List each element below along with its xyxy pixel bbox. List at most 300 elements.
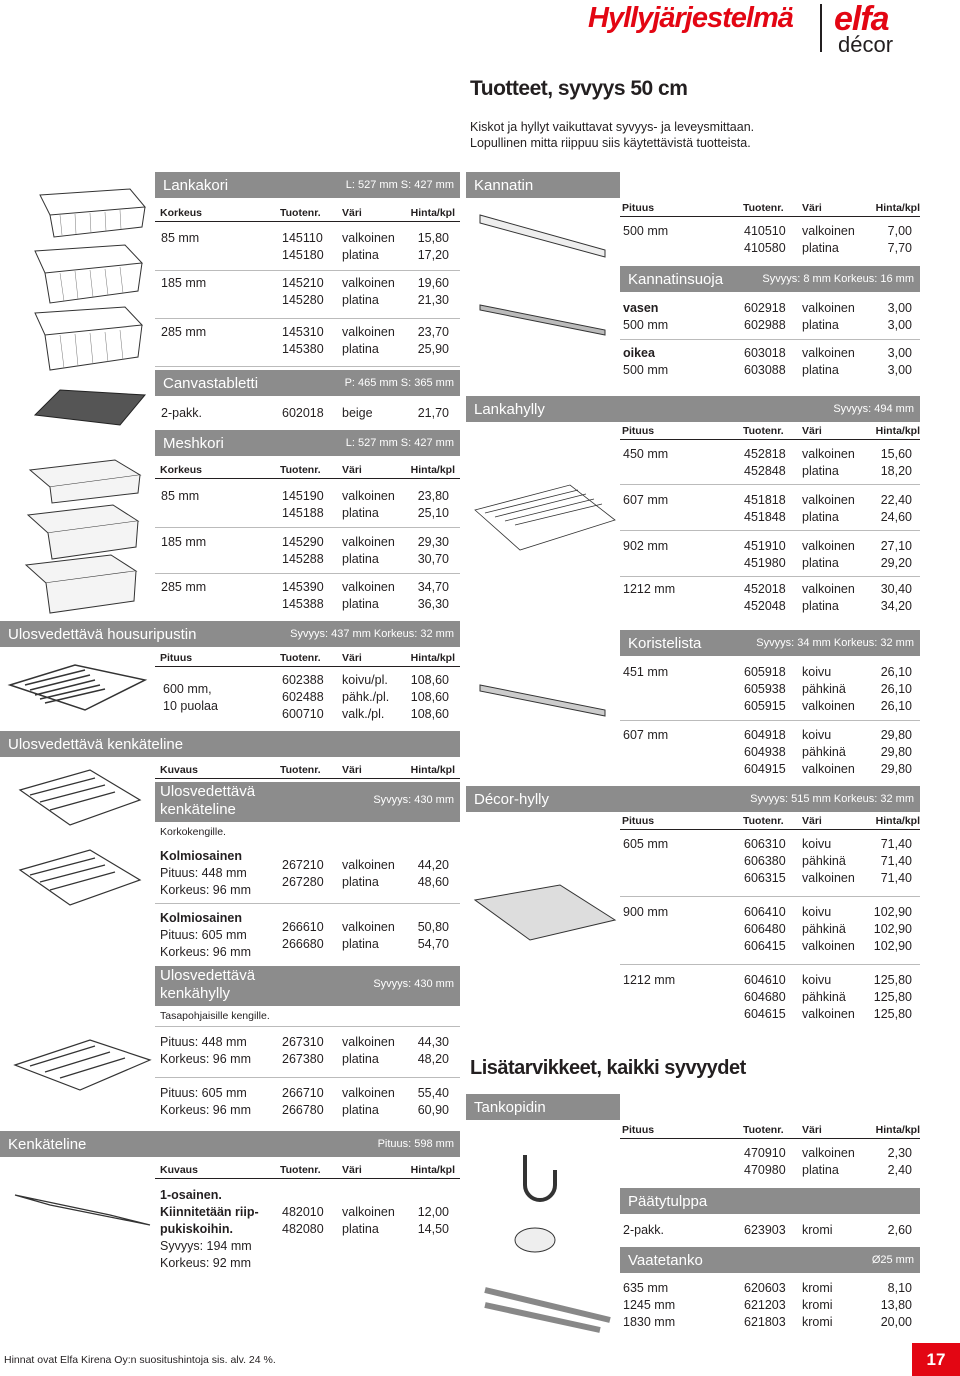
color: kromi xyxy=(802,1298,833,1312)
product-number: 603018 xyxy=(744,346,786,360)
price: 50,80 xyxy=(417,920,449,934)
color: platina xyxy=(342,506,379,520)
product-number: 604610 xyxy=(744,973,786,987)
price: 17,20 xyxy=(417,248,449,262)
color: kromi xyxy=(802,1281,833,1295)
color: valkoinen xyxy=(342,920,395,934)
price: 13,80 xyxy=(880,1298,912,1312)
housu-title: Ulosvedettävä housuripustin xyxy=(8,625,197,643)
product-number: 451848 xyxy=(744,510,786,524)
kenka-g4-length: Pituus: 605 mm xyxy=(160,1086,247,1100)
product-number: 267280 xyxy=(282,875,324,889)
col-tuotenr: Tuotenr. xyxy=(743,814,784,827)
meshkori-header xyxy=(155,430,460,456)
color: platina xyxy=(802,556,839,570)
price: 21,30 xyxy=(417,293,449,307)
trouser-rack-illustration xyxy=(5,655,155,720)
price: 48,20 xyxy=(417,1052,449,1066)
row-pituus: 1830 mm xyxy=(623,1315,676,1329)
koristelista-title: Koristelista xyxy=(628,634,702,652)
price: 20,00 xyxy=(880,1315,912,1329)
paatytulppa-title: Päätytulppa xyxy=(628,1192,708,1210)
product-number: 266680 xyxy=(282,937,324,951)
price: 29,20 xyxy=(880,556,912,570)
col-pituus: Pituus xyxy=(622,814,655,827)
color: platina xyxy=(802,363,839,377)
price: 36,30 xyxy=(417,597,449,611)
row-pituus: 1212 mm xyxy=(623,582,676,596)
row-pituus: 607 mm xyxy=(623,493,669,507)
lankakori-title: Lankakori xyxy=(163,176,229,194)
col-vari: Väri xyxy=(802,814,822,827)
row-pituus: 635 mm xyxy=(623,1281,669,1295)
kenka-g1-length: Pituus: 448 mm xyxy=(160,866,247,880)
shoe-shelf-illustration xyxy=(10,1030,160,1100)
kenka-g1-height: Korkeus: 96 mm xyxy=(160,883,252,897)
price: 3,00 xyxy=(887,346,912,360)
row-korkeus: 185 mm xyxy=(161,276,207,290)
product-number: 603088 xyxy=(744,363,786,377)
col-vari: Väri xyxy=(342,463,362,476)
col-pituus: Pituus xyxy=(622,1123,655,1136)
paatytulppa-pack: 2-pakk. xyxy=(623,1223,664,1237)
kenka-g2-type: Kolmiosainen xyxy=(160,911,242,925)
suoja-side: oikea xyxy=(623,346,655,360)
logo-top: elfa xyxy=(834,0,889,38)
color: koivu/pl. xyxy=(342,673,388,687)
kenkahylly-sub-header xyxy=(155,966,460,1006)
price: 125,80 xyxy=(873,973,912,987)
product-number: 621803 xyxy=(744,1315,786,1329)
col-hinta: Hinta/kpl xyxy=(875,1123,920,1136)
suoja-side: vasen xyxy=(623,301,659,315)
product-number: 145188 xyxy=(282,506,324,520)
product-number: 267210 xyxy=(282,858,324,872)
color: platina xyxy=(342,1222,379,1236)
footer-note: Hinnat ovat Elfa Kirena Oy:n suositushintoja sis. alv. 24 %. xyxy=(4,1354,276,1366)
lankakori-header xyxy=(155,172,460,198)
product-number: 452818 xyxy=(744,447,786,461)
color: valkoinen xyxy=(342,489,395,503)
product-number: 482080 xyxy=(282,1222,324,1236)
color: platina xyxy=(802,1163,839,1177)
color: platina xyxy=(342,937,379,951)
row-korkeus: 185 mm xyxy=(161,535,207,549)
paatytulppa-header xyxy=(620,1188,920,1214)
price: 26,10 xyxy=(880,682,912,696)
color: valkoinen xyxy=(342,1035,395,1049)
kenkateline-desc-3: pukiskoihin. xyxy=(160,1222,233,1236)
color: koivu xyxy=(802,837,832,851)
product-number: 145190 xyxy=(282,489,324,503)
kenkateline-header xyxy=(0,1131,460,1157)
accessories-title: Lisätarvikkeet, kaikki syvyydet xyxy=(470,1057,746,1079)
product-number: 600710 xyxy=(282,707,324,721)
row-korkeus: 285 mm xyxy=(161,325,207,339)
kenka-title: Ulosvedettävä kenkäteline xyxy=(8,735,184,753)
product-number: 606410 xyxy=(744,905,786,919)
price: 21,70 xyxy=(417,406,449,420)
end-cap-illustration xyxy=(505,1220,565,1260)
row-sep xyxy=(620,339,920,340)
price: 2,30 xyxy=(887,1146,912,1160)
kenkahylly-sub-1: Ulosvedettävä xyxy=(160,967,256,984)
product-number: 604615 xyxy=(744,1007,786,1021)
price: 15,60 xyxy=(880,447,912,461)
color: valkoinen xyxy=(802,224,855,238)
color: koivu xyxy=(802,728,832,742)
row-pituus: 607 mm xyxy=(623,728,669,742)
lankakori-dims: L: 527 mm S: 427 mm xyxy=(345,179,454,191)
price: 25,90 xyxy=(417,342,449,356)
price: 54,70 xyxy=(417,937,449,951)
rod-illustration xyxy=(480,1275,620,1335)
kenka-g3-height: Korkeus: 96 mm xyxy=(160,1052,252,1066)
product-number: 451980 xyxy=(744,556,786,570)
col-hinta: Hinta/kpl xyxy=(410,651,455,664)
housu-bars: 10 puolaa xyxy=(163,699,218,713)
price: 125,80 xyxy=(873,990,912,1004)
price: 29,80 xyxy=(880,728,912,742)
page-number xyxy=(912,1343,960,1376)
product-number: 145390 xyxy=(282,580,324,594)
color: valkoinen xyxy=(342,276,395,290)
price: 34,20 xyxy=(880,599,912,613)
product-number: 606310 xyxy=(744,837,786,851)
price: 3,00 xyxy=(887,301,912,315)
color: valkoinen xyxy=(802,582,855,596)
product-number: 620603 xyxy=(744,1281,786,1295)
product-number: 482010 xyxy=(282,1205,324,1219)
housu-length: 600 mm, xyxy=(163,682,212,696)
row-pituus: 451 mm xyxy=(623,665,669,679)
row-pituus: 1212 mm xyxy=(623,973,676,987)
row-korkeus: 285 mm xyxy=(161,580,207,594)
kenka-g2-length: Pituus: 605 mm xyxy=(160,928,247,942)
col-pituus: Pituus xyxy=(622,201,655,214)
price: 24,60 xyxy=(880,510,912,524)
page-title: Tuotteet, syvyys 50 cm xyxy=(470,77,688,100)
price: 23,70 xyxy=(417,325,449,339)
col-tuotenr: Tuotenr. xyxy=(280,206,321,219)
row-sep xyxy=(620,896,920,897)
product-number: 452048 xyxy=(744,599,786,613)
price: 30,70 xyxy=(417,552,449,566)
row-pituus: 500 mm xyxy=(623,224,669,238)
vaatetanko-dims: Ø25 mm xyxy=(871,1254,914,1266)
tankopidin-col-header xyxy=(620,1121,920,1139)
koristelista-header xyxy=(620,630,920,656)
row-sep xyxy=(620,576,920,577)
col-hinta: Hinta/kpl xyxy=(410,763,455,776)
decor-col-header xyxy=(620,812,920,830)
color: valkoinen xyxy=(802,1007,855,1021)
color: pähkinä xyxy=(802,745,846,759)
price: 125,80 xyxy=(873,1007,912,1021)
col-vari: Väri xyxy=(802,201,822,214)
price: 27,10 xyxy=(880,539,912,553)
color: platina xyxy=(342,293,379,307)
price: 48,60 xyxy=(417,875,449,889)
mesh-basket-illustration xyxy=(20,455,150,615)
col-hinta: Hinta/kpl xyxy=(875,424,920,437)
col-tuotenr: Tuotenr. xyxy=(280,651,321,664)
color: platina xyxy=(802,599,839,613)
color: valkoinen xyxy=(802,346,855,360)
price: 102,90 xyxy=(873,922,912,936)
price: 30,40 xyxy=(880,582,912,596)
product-number: 145180 xyxy=(282,248,324,262)
color: valkoinen xyxy=(802,699,855,713)
suoja-dims: Syvyys: 8 mm Korkeus: 16 mm xyxy=(762,273,914,285)
product-number: 145210 xyxy=(282,276,324,290)
product-number: 606380 xyxy=(744,854,786,868)
decor-title: Décor-hylly xyxy=(474,790,550,808)
kenkateline-title: Kenkäteline xyxy=(8,1135,87,1153)
product-number: 267310 xyxy=(282,1035,324,1049)
brand-divider xyxy=(820,4,822,52)
product-number: 266710 xyxy=(282,1086,324,1100)
logo-bottom: décor xyxy=(838,32,894,57)
color: koivu xyxy=(802,905,832,919)
price: 55,40 xyxy=(417,1086,449,1100)
price: 26,10 xyxy=(880,699,912,713)
kenkateline-desc-4: Syvyys: 194 mm xyxy=(160,1239,252,1253)
col-vari: Väri xyxy=(342,763,362,776)
row-pituus: 500 mm xyxy=(623,318,669,332)
col-hinta: Hinta/kpl xyxy=(410,1163,455,1176)
color: platina xyxy=(802,464,839,478)
vaatetanko-title: Vaatetanko xyxy=(628,1251,703,1269)
price: 2,60 xyxy=(887,1223,912,1237)
row-sep xyxy=(620,964,920,965)
kenka-sub-1: Ulosvedettävä xyxy=(160,783,256,800)
koristelista-dims: Syvyys: 34 mm Korkeus: 32 mm xyxy=(756,637,914,649)
row-sep xyxy=(155,903,460,904)
product-number: 602988 xyxy=(744,318,786,332)
color: valkoinen xyxy=(342,325,395,339)
product-number: 602918 xyxy=(744,301,786,315)
col-tuotenr: Tuotenr. xyxy=(280,1163,321,1176)
color: pähkinä xyxy=(802,682,846,696)
wire-shelf-illustration xyxy=(470,480,620,570)
lankahylly-col-header xyxy=(620,422,920,440)
product-number: 145280 xyxy=(282,293,324,307)
product-number: 602488 xyxy=(282,690,324,704)
price: 71,40 xyxy=(880,871,912,885)
row-pituus: 900 mm xyxy=(623,905,669,919)
kenka-sub-header xyxy=(155,782,460,822)
color: valkoinen xyxy=(342,1086,395,1100)
col-vari: Väri xyxy=(802,1123,822,1136)
col-vari: Väri xyxy=(342,1163,362,1176)
price: 108,60 xyxy=(410,673,449,687)
row-sep xyxy=(155,1077,460,1078)
product-number: 602018 xyxy=(282,406,324,420)
product-number: 605918 xyxy=(744,665,786,679)
color: platina xyxy=(342,552,379,566)
col-pituus: Pituus xyxy=(160,651,193,664)
kenka-g4-height: Korkeus: 96 mm xyxy=(160,1103,252,1117)
meshkori-title: Meshkori xyxy=(163,434,224,452)
color: kromi xyxy=(802,1223,833,1237)
product-number: 145110 xyxy=(282,231,323,245)
color: platina xyxy=(342,875,379,889)
product-number: 606480 xyxy=(744,922,786,936)
product-number: 451910 xyxy=(744,539,786,553)
page-number-text: 17 xyxy=(926,1349,946,1369)
kenka-col-header xyxy=(155,761,460,779)
color: valkoinen xyxy=(802,447,855,461)
product-number: 470980 xyxy=(744,1163,786,1177)
color: valkoinen xyxy=(802,1146,855,1160)
price: 7,00 xyxy=(887,224,912,238)
price: 29,80 xyxy=(880,745,912,759)
color: valkoinen xyxy=(802,539,855,553)
row-sep xyxy=(620,484,920,485)
color: valkoinen xyxy=(802,301,855,315)
canvas-dims: P: 465 mm S: 365 mm xyxy=(344,377,454,389)
decor-header xyxy=(466,786,920,812)
kenkateline-desc-5: Korkeus: 92 mm xyxy=(160,1256,252,1270)
brand-title: Hyllyjärjestelmä xyxy=(588,2,793,34)
suoja-title: Kannatinsuoja xyxy=(628,270,724,288)
col-kuvaus: Kuvaus xyxy=(160,1163,198,1176)
color: platina xyxy=(342,248,379,262)
color: pähkinä xyxy=(802,990,846,1004)
color: platina xyxy=(342,1052,379,1066)
product-number: 145388 xyxy=(282,597,324,611)
price: 44,20 xyxy=(417,858,449,872)
product-number: 410510 xyxy=(744,224,786,238)
product-number: 145380 xyxy=(282,342,324,356)
kenkahylly-note: Tasapohjaisille kengille. xyxy=(160,1010,270,1022)
color: valkoinen xyxy=(342,580,395,594)
kenka-note: Korkokengille. xyxy=(160,826,226,838)
canvas-header xyxy=(155,370,460,396)
product-number: 623903 xyxy=(744,1223,786,1237)
price: 18,20 xyxy=(880,464,912,478)
color: valkoinen xyxy=(342,535,395,549)
decor-rows xyxy=(620,836,920,1026)
price: 12,00 xyxy=(417,1205,449,1219)
col-hinta: Hinta/kpl xyxy=(410,206,455,219)
col-vari: Väri xyxy=(342,651,362,664)
lankahylly-rows xyxy=(620,446,920,616)
product-number: 451818 xyxy=(744,493,786,507)
canvas-tablet-illustration xyxy=(30,385,150,430)
row-sep xyxy=(155,1026,460,1027)
kannatin-header xyxy=(466,172,620,198)
product-number: 145310 xyxy=(282,325,324,339)
kenka-g2-height: Korkeus: 96 mm xyxy=(160,945,252,959)
canvas-pack: 2-pakk. xyxy=(161,406,202,420)
product-number: 606415 xyxy=(744,939,786,953)
color: valkoinen xyxy=(802,493,855,507)
price: 22,40 xyxy=(880,493,912,507)
housu-header xyxy=(0,621,460,647)
color: valkoinen xyxy=(802,939,855,953)
row-pituus: 605 mm xyxy=(623,837,669,851)
color: valkoinen xyxy=(802,871,855,885)
color: valk./pl. xyxy=(342,707,385,721)
price: 44,30 xyxy=(417,1035,449,1049)
color: pähkinä xyxy=(802,854,846,868)
kenkahylly-sub-dims: Syvyys: 430 mm xyxy=(373,978,454,990)
price: 19,60 xyxy=(417,276,449,290)
price: 25,10 xyxy=(417,506,449,520)
col-tuotenr: Tuotenr. xyxy=(743,424,784,437)
product-number: 604938 xyxy=(744,745,786,759)
color: platina xyxy=(342,1103,379,1117)
product-number: 266780 xyxy=(282,1103,324,1117)
price: 2,40 xyxy=(887,1163,912,1177)
kenkateline-desc-2: Kiinnitetään riip- xyxy=(160,1205,259,1219)
page-subtitle-2: Lopullinen mitta riippuu siis käytettävistä tuotteista. xyxy=(470,136,751,150)
row-sep xyxy=(620,530,920,531)
color: koivu xyxy=(802,973,832,987)
price: 29,80 xyxy=(880,762,912,776)
color: platina xyxy=(342,597,379,611)
color: pähkinä xyxy=(802,922,846,936)
color: pähk./pl. xyxy=(342,690,390,704)
col-tuotenr: Tuotenr. xyxy=(743,201,784,214)
col-kuvaus: Kuvaus xyxy=(160,763,198,776)
price: 34,70 xyxy=(417,580,449,594)
kenka-g3-length: Pituus: 448 mm xyxy=(160,1035,247,1049)
trim-strip-illustration xyxy=(475,680,615,720)
color: valkoinen xyxy=(342,858,395,872)
product-number: 604915 xyxy=(744,762,786,776)
shoe-rack-illustration xyxy=(10,760,150,920)
kenka-sub-dims: Syvyys: 430 mm xyxy=(373,794,454,806)
price: 102,90 xyxy=(873,939,912,953)
color: valkoinen xyxy=(802,762,855,776)
color: platina xyxy=(342,342,379,356)
bracket-illustration xyxy=(475,205,615,265)
tankopidin-title: Tankopidin xyxy=(474,1098,546,1116)
row-sep xyxy=(620,720,920,721)
meshkori-rows xyxy=(155,487,460,617)
price: 15,80 xyxy=(417,231,449,245)
decor-shelf-illustration xyxy=(470,880,620,950)
price: 108,60 xyxy=(410,707,449,721)
price: 71,40 xyxy=(880,854,912,868)
product-number: 604680 xyxy=(744,990,786,1004)
price: 7,70 xyxy=(887,241,912,255)
price: 3,00 xyxy=(887,363,912,377)
kenkateline-col-header xyxy=(155,1161,460,1179)
kenka-g1-type: Kolmiosainen xyxy=(160,849,242,863)
price: 14,50 xyxy=(417,1222,449,1236)
product-number: 267380 xyxy=(282,1052,324,1066)
col-tuotenr: Tuotenr. xyxy=(743,1123,784,1136)
lankahylly-title: Lankahylly xyxy=(474,400,545,418)
price: 8,10 xyxy=(887,1281,912,1295)
product-number: 452848 xyxy=(744,464,786,478)
row-pituus: 450 mm xyxy=(623,447,669,461)
color: platina xyxy=(802,510,839,524)
lankahylly-header xyxy=(466,396,920,422)
col-korkeus: Korkeus xyxy=(160,463,203,476)
price: 60,90 xyxy=(417,1103,449,1117)
rod-holder-illustration xyxy=(510,1150,570,1210)
meshkori-col-header xyxy=(155,461,460,479)
product-number: 266610 xyxy=(282,920,324,934)
shoe-holder-illustration xyxy=(10,1175,160,1235)
price: 23,80 xyxy=(417,489,449,503)
col-vari: Väri xyxy=(802,424,822,437)
